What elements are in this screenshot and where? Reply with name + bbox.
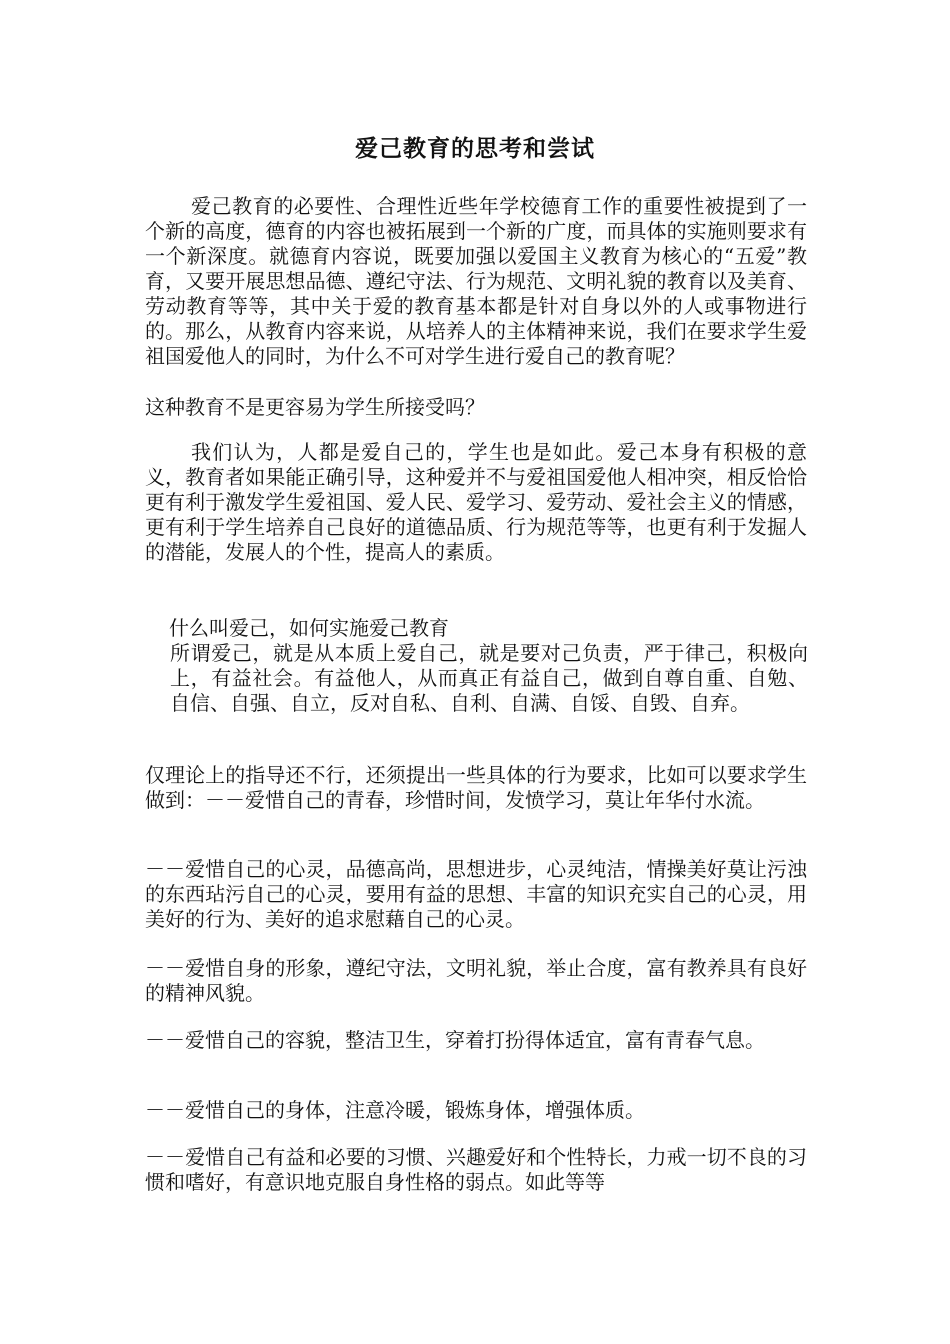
list-item-habits: －－爱惜自己有益和必要的习惯、兴趣爱好和个性特长，力戒一切不良的习惯和嗜好，有意识地克服自身性格的弱点。如此等等 — [145, 1145, 807, 1194]
document-title: 爱己教育的思考和尝试 — [355, 136, 595, 162]
paragraph-requirements: 仅理论上的指导还不行，还须提出一些具体的行为要求，比如可以要求学生做到：－－爱惜自己的青春，珍惜时间，发愤学习，莫让年华付水流。 — [145, 763, 807, 812]
list-item-heart: －－爱惜自己的心灵，品德高尚，思想进步，心灵纯洁，情操美好莫让污浊的东西玷污自己的心灵，要用有益的思想、丰富的知识充实自己的心灵，用美好的行为、美好的追求慰藉自己的心灵。 — [145, 857, 807, 931]
list-item-appearance: －－爱惜自己的容貌，整洁卫生，穿着打扮得体适宜，富有青春气息。 — [145, 1028, 765, 1052]
paragraph-our-view: 我们认为，人都是爱自己的，学生也是如此。爱己本身有积极的意义，教育者如果能正确引导，这种爱并不与爱祖国爱他人相冲突，相反恰恰更有利于激发学生爱祖国、爱人民、爱学习、爱劳动、爱社会主义的情感，更有利于学生培养自己良好的道德品质、行为规范等等，也更有利于发掘人的潜能，发展人的个性，提高人的素质。 — [145, 440, 807, 564]
paragraph-definition: 所谓爱己，就是从本质上爱自己，就是要对己负责，严于律己，积极向上，有益社会。有益他人，从而真正有益自己，做到自尊自重、自勉、自信、自强、自立，反对自私、自利、自满、自馁、自毁、自弃。 — [170, 641, 808, 715]
list-item-image: －－爱惜自身的形象，遵纪守法，文明礼貌，举止合度，富有教养具有良好的精神风貌。 — [145, 956, 807, 1005]
paragraph-necessity: 爱己教育的必要性、合理性近些年学校德育工作的重要性被提到了一个新的高度，德育的内容也被拓展到一个新的广度，而具体的实施则要求有一个新深度。就德育内容说，既要加强以爱国主义教育为核心的“五爱”教育，又要开展思想品德、遵纪守法、行为规范、文明礼貌的教育以及美育、劳动教育等等，其中关于爱的教育基本都是针对自身以外的人或事物进行的。那么，从教育内容来说，从培养人的主体精神来说，我们在要求学生爱祖国爱他人的同时，为什么不可对学生进行爱自己的教育呢？ — [145, 194, 807, 368]
paragraph-necessity-question: 这种教育不是更容易为学生所接受吗？ — [145, 395, 485, 419]
list-item-body: －－爱惜自己的身体，注意冷暖，锻炼身体，增强体质。 — [145, 1098, 645, 1122]
section-heading: 什么叫爱己，如何实施爱己教育 — [169, 616, 449, 640]
